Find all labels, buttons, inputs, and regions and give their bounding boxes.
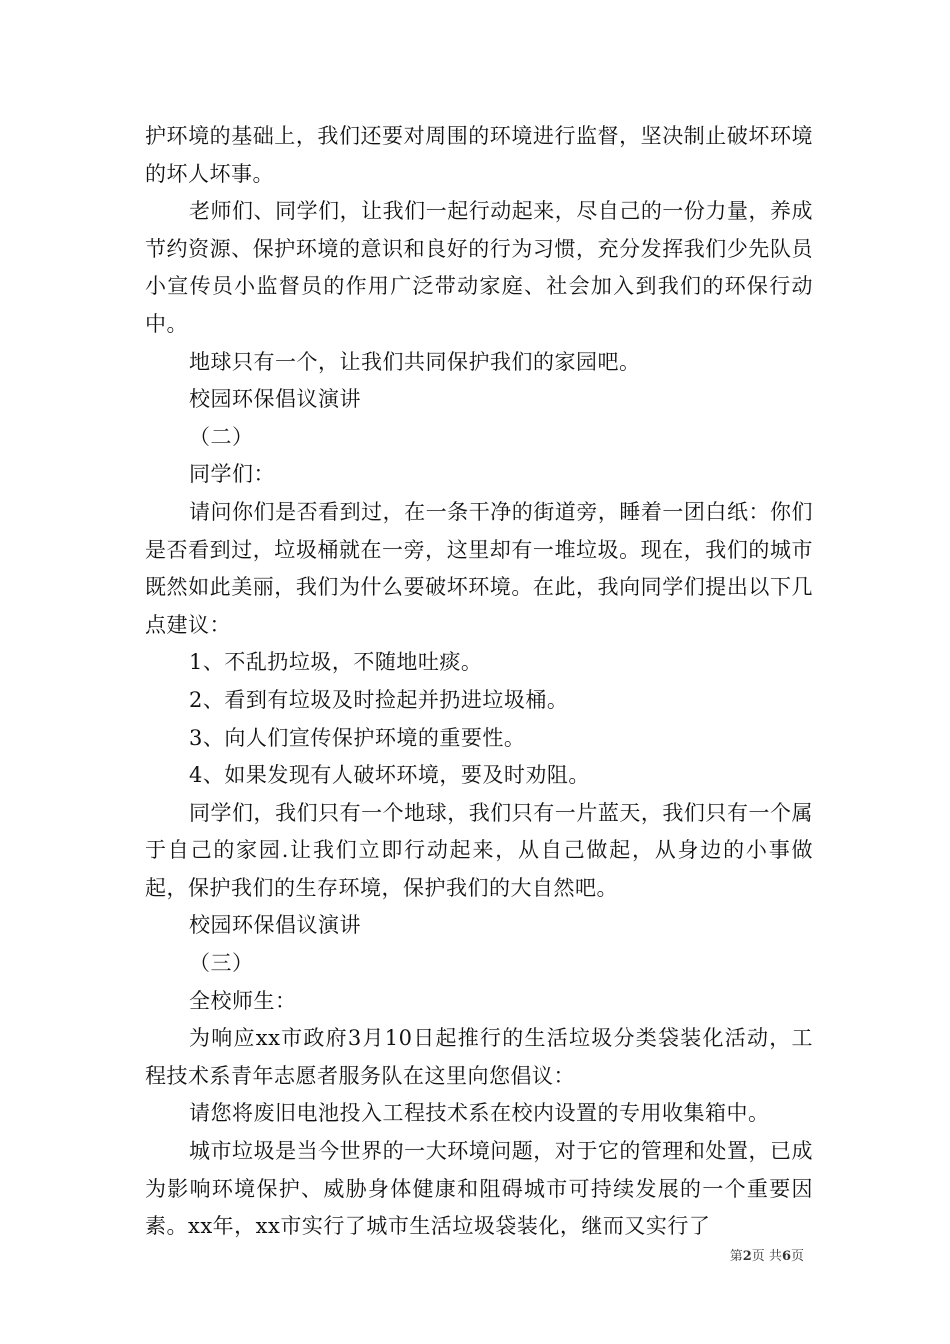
- paragraph: 城市垃圾是当今世界的一大环境问题，对于它的管理和处置，已成为影响环境保护、威胁身体健康和阻碍城市可持续发展的一个重要因素。xx年，xx市实行了城市生活垃圾袋装化，继而又实行了: [145, 1139, 813, 1239]
- footer-prefix: 第: [729, 1249, 743, 1264]
- salutation: 同学们：: [189, 462, 275, 487]
- list-item: 2、看到有垃圾及时捡起并扔进垃圾桶。: [189, 687, 569, 712]
- footer-suffix: 页: [790, 1249, 804, 1264]
- paragraph: 请问你们是否看到过，在一条干净的街道旁，睡着一团白纸：你们是否看到过，垃圾桶就在一旁，这里却有一堆垃圾。现在，我们的城市既然如此美丽，我们为什么要破坏环境。在此，我向同学们提出以下几点建议：: [145, 499, 813, 637]
- paragraph: 同学们，我们只有一个地球，我们只有一片蓝天，我们只有一个属于自己的家园.让我们立即行动起来，从自己做起，从身边的小事做起，保护我们的生存环境，保护我们的大自然吧。: [145, 800, 813, 900]
- document-body: [145, 118, 813, 1246]
- section-number: （二）: [189, 424, 254, 449]
- section-number: （三）: [189, 951, 254, 976]
- paragraph: 护环境的基础上，我们还要对周围的环境进行监督，坚决制止破坏环境的坏人坏事。: [145, 124, 813, 186]
- list-item: 3、向人们宣传保护环境的重要性。: [189, 725, 526, 750]
- paragraph: 地球只有一个，让我们共同保护我们的家园吧。: [189, 349, 641, 374]
- current-page-number: 2: [742, 1249, 752, 1264]
- footer-middle: 页 共: [751, 1249, 782, 1264]
- page-number-footer: [730, 1249, 804, 1265]
- paragraph: 为响应xx市政府3月10日起推行的生活垃圾分类袋装化活动，工程技术系青年志愿者服务队在这里向您倡议：: [145, 1026, 813, 1088]
- total-page-count: 6: [781, 1249, 791, 1264]
- list-item: 4、如果发现有人破坏环境，要及时劝阻。: [189, 763, 590, 788]
- salutation: 全校师生：: [189, 988, 297, 1013]
- section-heading: 校园环保倡议演讲: [189, 913, 361, 938]
- paragraph: 老师们、同学们，让我们一起行动起来，尽自己的一份力量，养成节约资源、保护环境的意识和良好的行为习惯，充分发挥我们少先队员小宣传员小监督员的作用广泛带动家庭、社会加入到我们的环保行动中。: [145, 199, 813, 336]
- section-heading: 校园环保倡议演讲: [189, 387, 361, 412]
- paragraph: 请您将废旧电池投入工程技术系在校内设置的专用收集箱中。: [189, 1101, 770, 1126]
- list-item: 1、不乱扔垃圾，不随地吐痰。: [189, 650, 483, 675]
